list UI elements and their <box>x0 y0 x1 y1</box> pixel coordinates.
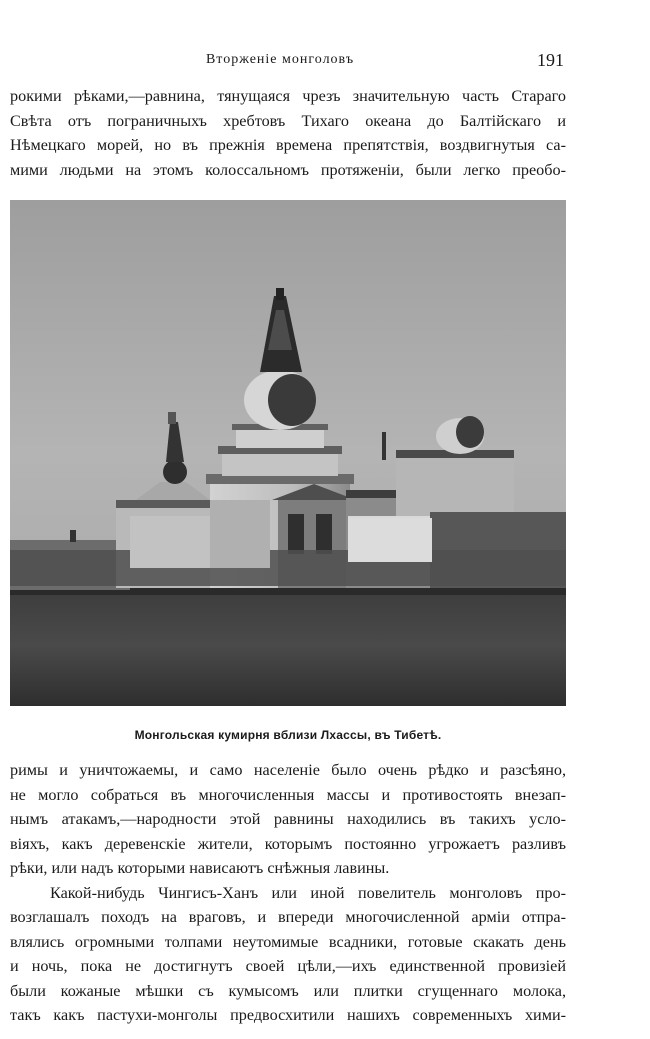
paragraph-bottom <box>10 758 566 1028</box>
running-head <box>0 50 650 74</box>
photograph-temple <box>10 200 566 706</box>
text-line: возглашалъ походъ на враговъ, и впереди многочисленной арміи отпра- <box>10 908 566 926</box>
figure-caption: Монгольская кумирня вблизи Лхассы, въ Тибетѣ. <box>134 728 442 742</box>
text-line: Свѣта отъ пограничныхъ хребтовъ Тихаго океана до Балтійскаго и <box>10 111 566 130</box>
text-line: мими людьми на этомъ колоссальномъ протяженіи, были легко преобо- <box>10 160 566 179</box>
text-line: Какой-нибудь Чингисъ-Ханъ или иной повелитель монголовъ про- <box>50 883 566 902</box>
photograph-image <box>10 200 566 706</box>
text-line: римы и уничтожаемы, и само населеніе было очень рѣдко и разсѣяно, <box>10 761 566 779</box>
text-line: нымъ атакамъ,—народности этой равнины находились въ такихъ усло- <box>10 810 566 828</box>
text-line: были кожаные мѣшки съ кумысомъ или плитки сгущеннаго молока, <box>10 981 566 1000</box>
paragraph-top <box>10 84 566 182</box>
page-number: 191 <box>537 50 564 70</box>
text-line: рѣки, или надъ которыми нависаютъ снѣжныя лавины. <box>10 859 390 877</box>
text-line: Нѣмецкаго морей, но въ прежнія времена препятствія, воздвигнутыя са- <box>10 136 566 154</box>
text-line: рокими рѣками,—равнина, тянущаяся чрезъ значительную часть Стараго <box>10 87 566 105</box>
text-line: такъ какъ пастухи-монголы предвосхитили нашихъ современныхъ хими- <box>10 1006 566 1024</box>
running-title: Вторженіе монголовъ <box>205 52 355 67</box>
text-line: и ночь, пока не достигнутъ своей цѣли,—ихъ единственной провизіей <box>10 957 566 975</box>
text-line: влялись огромными толпами неутомимые всадники, готовые скакать день <box>10 932 566 951</box>
text-line: віяхъ, какъ деревенскіе жители, которымъ постоянно угрожаетъ разливъ <box>10 834 566 853</box>
text-line: не могло собраться въ многочисленныя массы и противостоять внезап- <box>10 785 566 804</box>
